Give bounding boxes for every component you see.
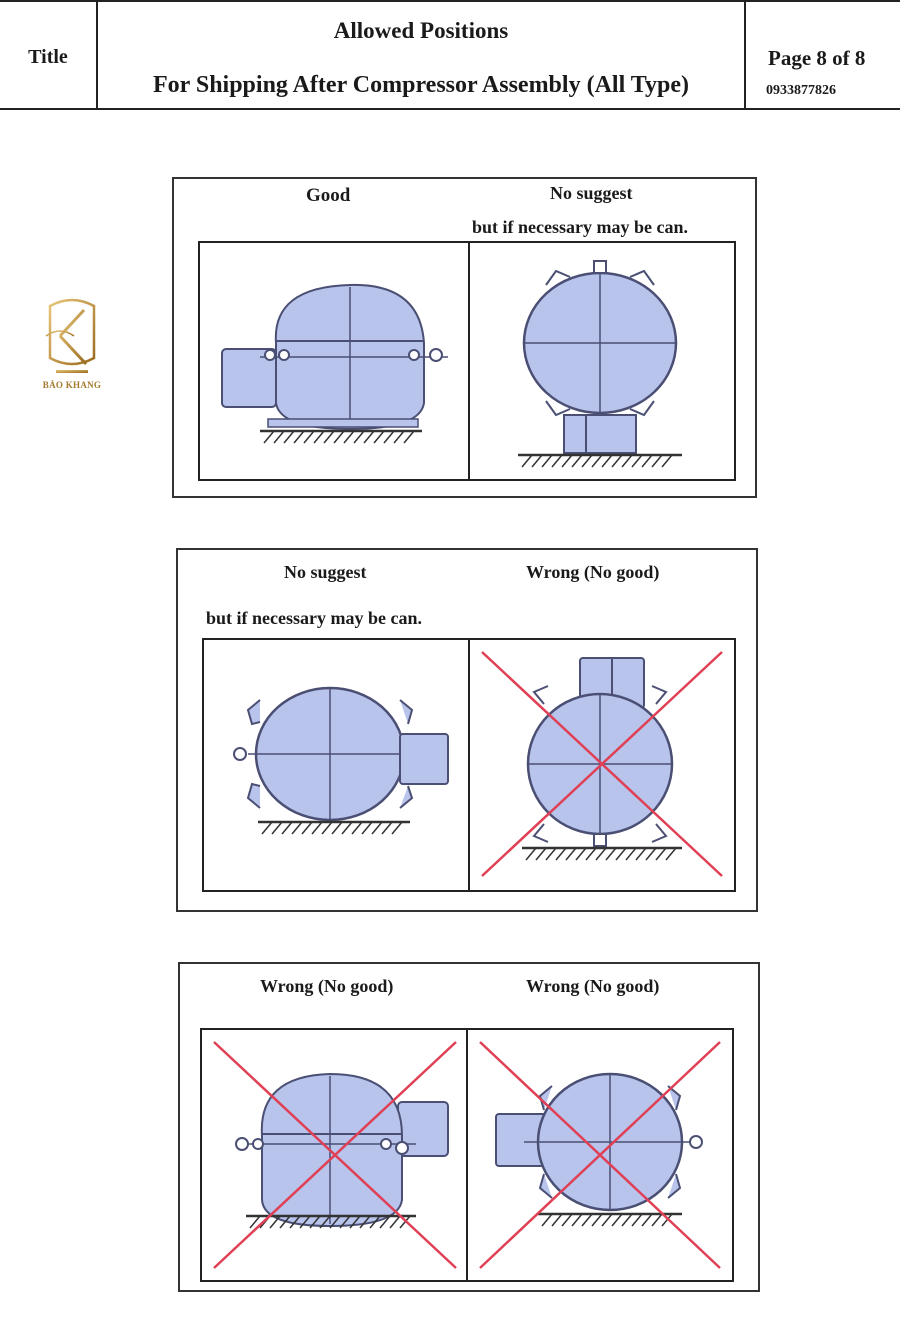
diagram-upside-down-frame (468, 638, 736, 892)
position-panel-3 (178, 962, 760, 1292)
caption-no-suggest: No suggest (284, 562, 367, 582)
diagram-on-side-frame (202, 638, 472, 892)
document-header (0, 0, 900, 110)
diagram-side-tilted-frame (468, 241, 736, 481)
caption-wrong: Wrong (No good) (260, 976, 394, 996)
phone-number: 0933877826 (766, 83, 836, 98)
position-panel-2 (176, 548, 758, 912)
caption-wrong: Wrong (No good) (526, 562, 660, 582)
diagram-reversed-frame (200, 1028, 470, 1282)
diagram-upright (200, 243, 468, 479)
diagram-upside-down (470, 640, 734, 890)
diagram-reversed (202, 1030, 468, 1280)
caption-no-suggest-note: but if necessary may be can. (472, 217, 688, 237)
bao-khang-logo (38, 296, 106, 396)
page-number: Page 8 of 8 (768, 46, 866, 70)
title-label: Title (28, 46, 68, 68)
diagram-side-tilted (470, 243, 734, 479)
caption-good: Good (306, 185, 351, 206)
caption-wrong: Wrong (No good) (526, 976, 660, 996)
logo-icon (38, 296, 106, 380)
logo-text: BẢO KHANG (42, 380, 102, 390)
document-subtitle: For Shipping After Compressor Assembly (All Type) (152, 72, 690, 98)
caption-no-suggest: No suggest (550, 183, 633, 203)
title-label-cell (0, 2, 98, 108)
title-cell (98, 2, 746, 108)
document-title: Allowed Positions (333, 18, 509, 43)
position-panel-1 (172, 177, 757, 498)
diagram-on-side-reversed (468, 1030, 732, 1280)
diagram-upright-frame (198, 241, 470, 481)
diagram-on-side (204, 640, 470, 890)
diagram-on-side-reversed-frame (466, 1028, 734, 1282)
page-cell (746, 2, 900, 108)
caption-no-suggest-note: but if necessary may be can. (206, 608, 422, 628)
